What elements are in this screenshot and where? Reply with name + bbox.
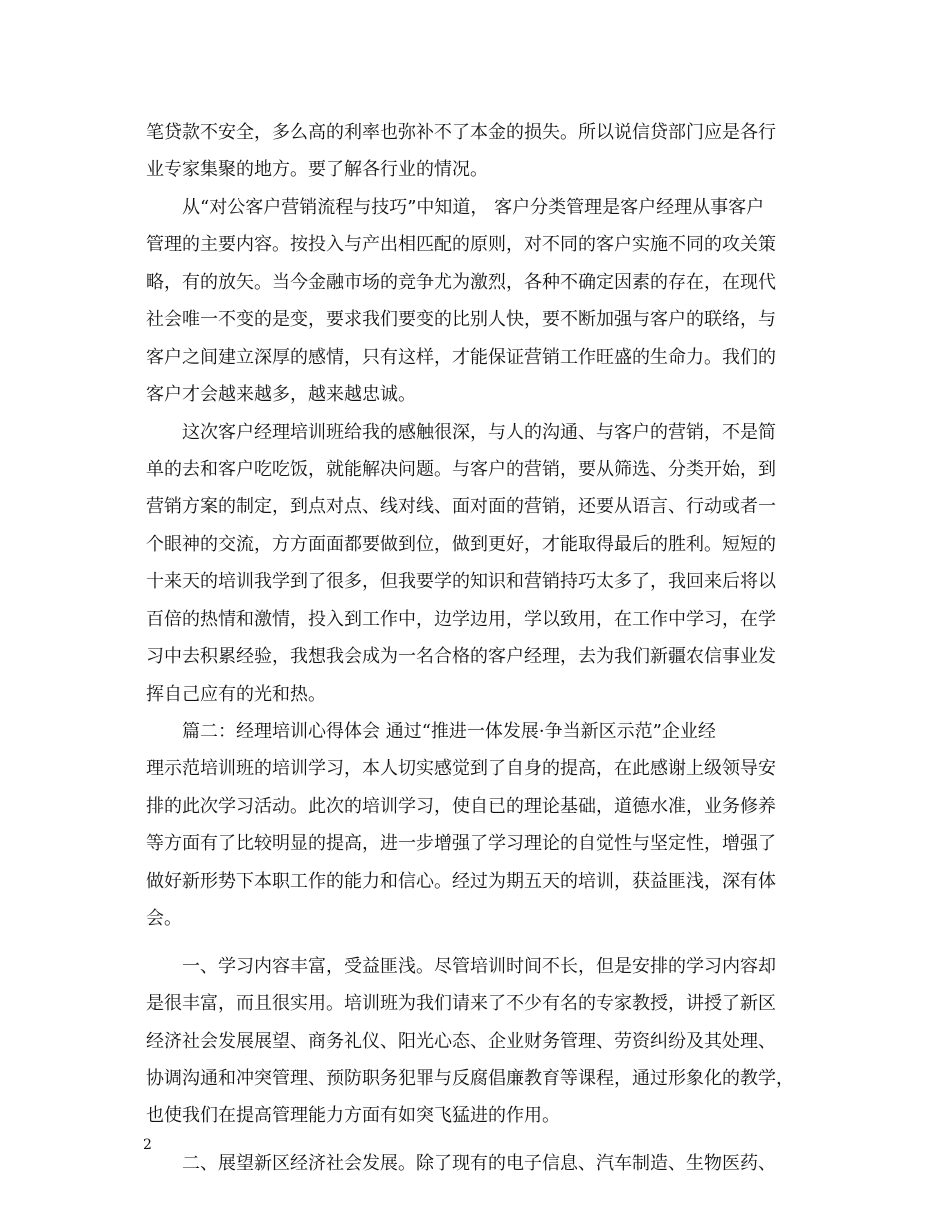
text-line: 挥自己应有的光和热。 (146, 683, 326, 705)
document-body (146, 114, 808, 1182)
text-line: 习中去积累经验，我想我会成为一名合格的客户经理，去为我们新疆农信事业发 (146, 646, 776, 668)
text-line: 理示范培训班的培训学习，本人切实感觉到了自身的提高，在此感谢上级领导安 (146, 758, 776, 780)
section-heading-line: 篇二：经理培训心得体会 通过“推进一体发展·争当新区示范”企业经 (182, 721, 716, 742)
text-line: 营销方案的制定，到点对点、线对线、面对面的营销，还要从语言、行动或者一 (146, 496, 776, 518)
text-line: 十来天的培训我学到了很多，但我要学的知识和营销持巧太多了，我回来后将以 (146, 571, 776, 593)
text-line: 做好新形势下本职工作的能力和信心。经过为期五天的培训，获益匪浅，深有体 (146, 870, 776, 892)
text-line: 略，有的放矢。当今金融市场的竞争尤为激烈，各种不确定因素的存在，在现代 (146, 271, 776, 293)
text-line: 业专家集聚的地方。要了解各行业的情况。 (146, 159, 488, 181)
text-line: 协调沟通和冲突管理、预防职务犯罪与反腐倡廉教育等课程，通过形象化的教学， (146, 1067, 794, 1089)
text-line: 管理的主要内容。按投入与产出相匹配的原则，对不同的客户实施不同的攻关策 (146, 234, 776, 256)
text-line: 排的此次学习活动。此次的培训学习，使自已的理论基础，道德水准，业务修养 (146, 795, 776, 817)
text-line: 个眼神的交流，方方面面都要做到位，做到更好，才能取得最后的胜利。短短的 (146, 533, 776, 555)
text-line: 会。 (146, 908, 182, 930)
paragraph-first-line: 二、展望新区经济社会发展。除了现有的电子信息、汽车制造、生物医药、 (182, 1152, 776, 1174)
text-line: 笔贷款不安全，多么高的利率也弥补不了本金的损失。所以说信贷部门应是各行 (146, 122, 776, 143)
text-line: 是很丰富，而且很实用。培训班为我们请来了不少有名的专家教授，讲授了新区 (146, 993, 776, 1015)
page-number: 2 (143, 1137, 152, 1153)
paragraph-first-line: 一、学习内容丰富，受益匪浅。尽管培训时间不长，但是安排的学习内容却 (182, 955, 776, 977)
text-line: 等方面有了比较明显的提高，进一步增强了学习理论的自觉性与坚定性，增强了 (146, 833, 776, 855)
text-line: 百倍的热情和激情，投入到工作中，边学边用，学以致用，在工作中学习，在学 (146, 608, 776, 630)
paragraph-first-line: 这次客户经理培训班给我的感触很深，与人的沟通、与客户的营销，不是简 (182, 421, 776, 443)
text-line: 客户之间建立深厚的感情，只有这样，才能保证营销工作旺盛的生命力。我们的 (146, 346, 776, 368)
text-line: 也使我们在提高管理能力方面有如突飞猛进的作用。 (146, 1105, 560, 1127)
text-line: 社会唯一不变的是变，要求我们要变的比别人快，要不断加强与客户的联络，与 (146, 309, 776, 331)
text-line: 单的去和客户吃吃饭，就能解决问题。与客户的营销，要从筛选、分类开始，到 (146, 458, 776, 480)
text-line: 客户才会越来越多，越来越忠诚。 (146, 384, 416, 406)
paragraph-first-line: 从“对公客户营销流程与技巧”中知道， 客户分类管理是客户经理从事客户 (182, 196, 765, 218)
text-line: 经济社会发展展望、商务礼仪、阳光心态、企业财务管理、劳资纠纷及其处理、 (146, 1030, 776, 1052)
